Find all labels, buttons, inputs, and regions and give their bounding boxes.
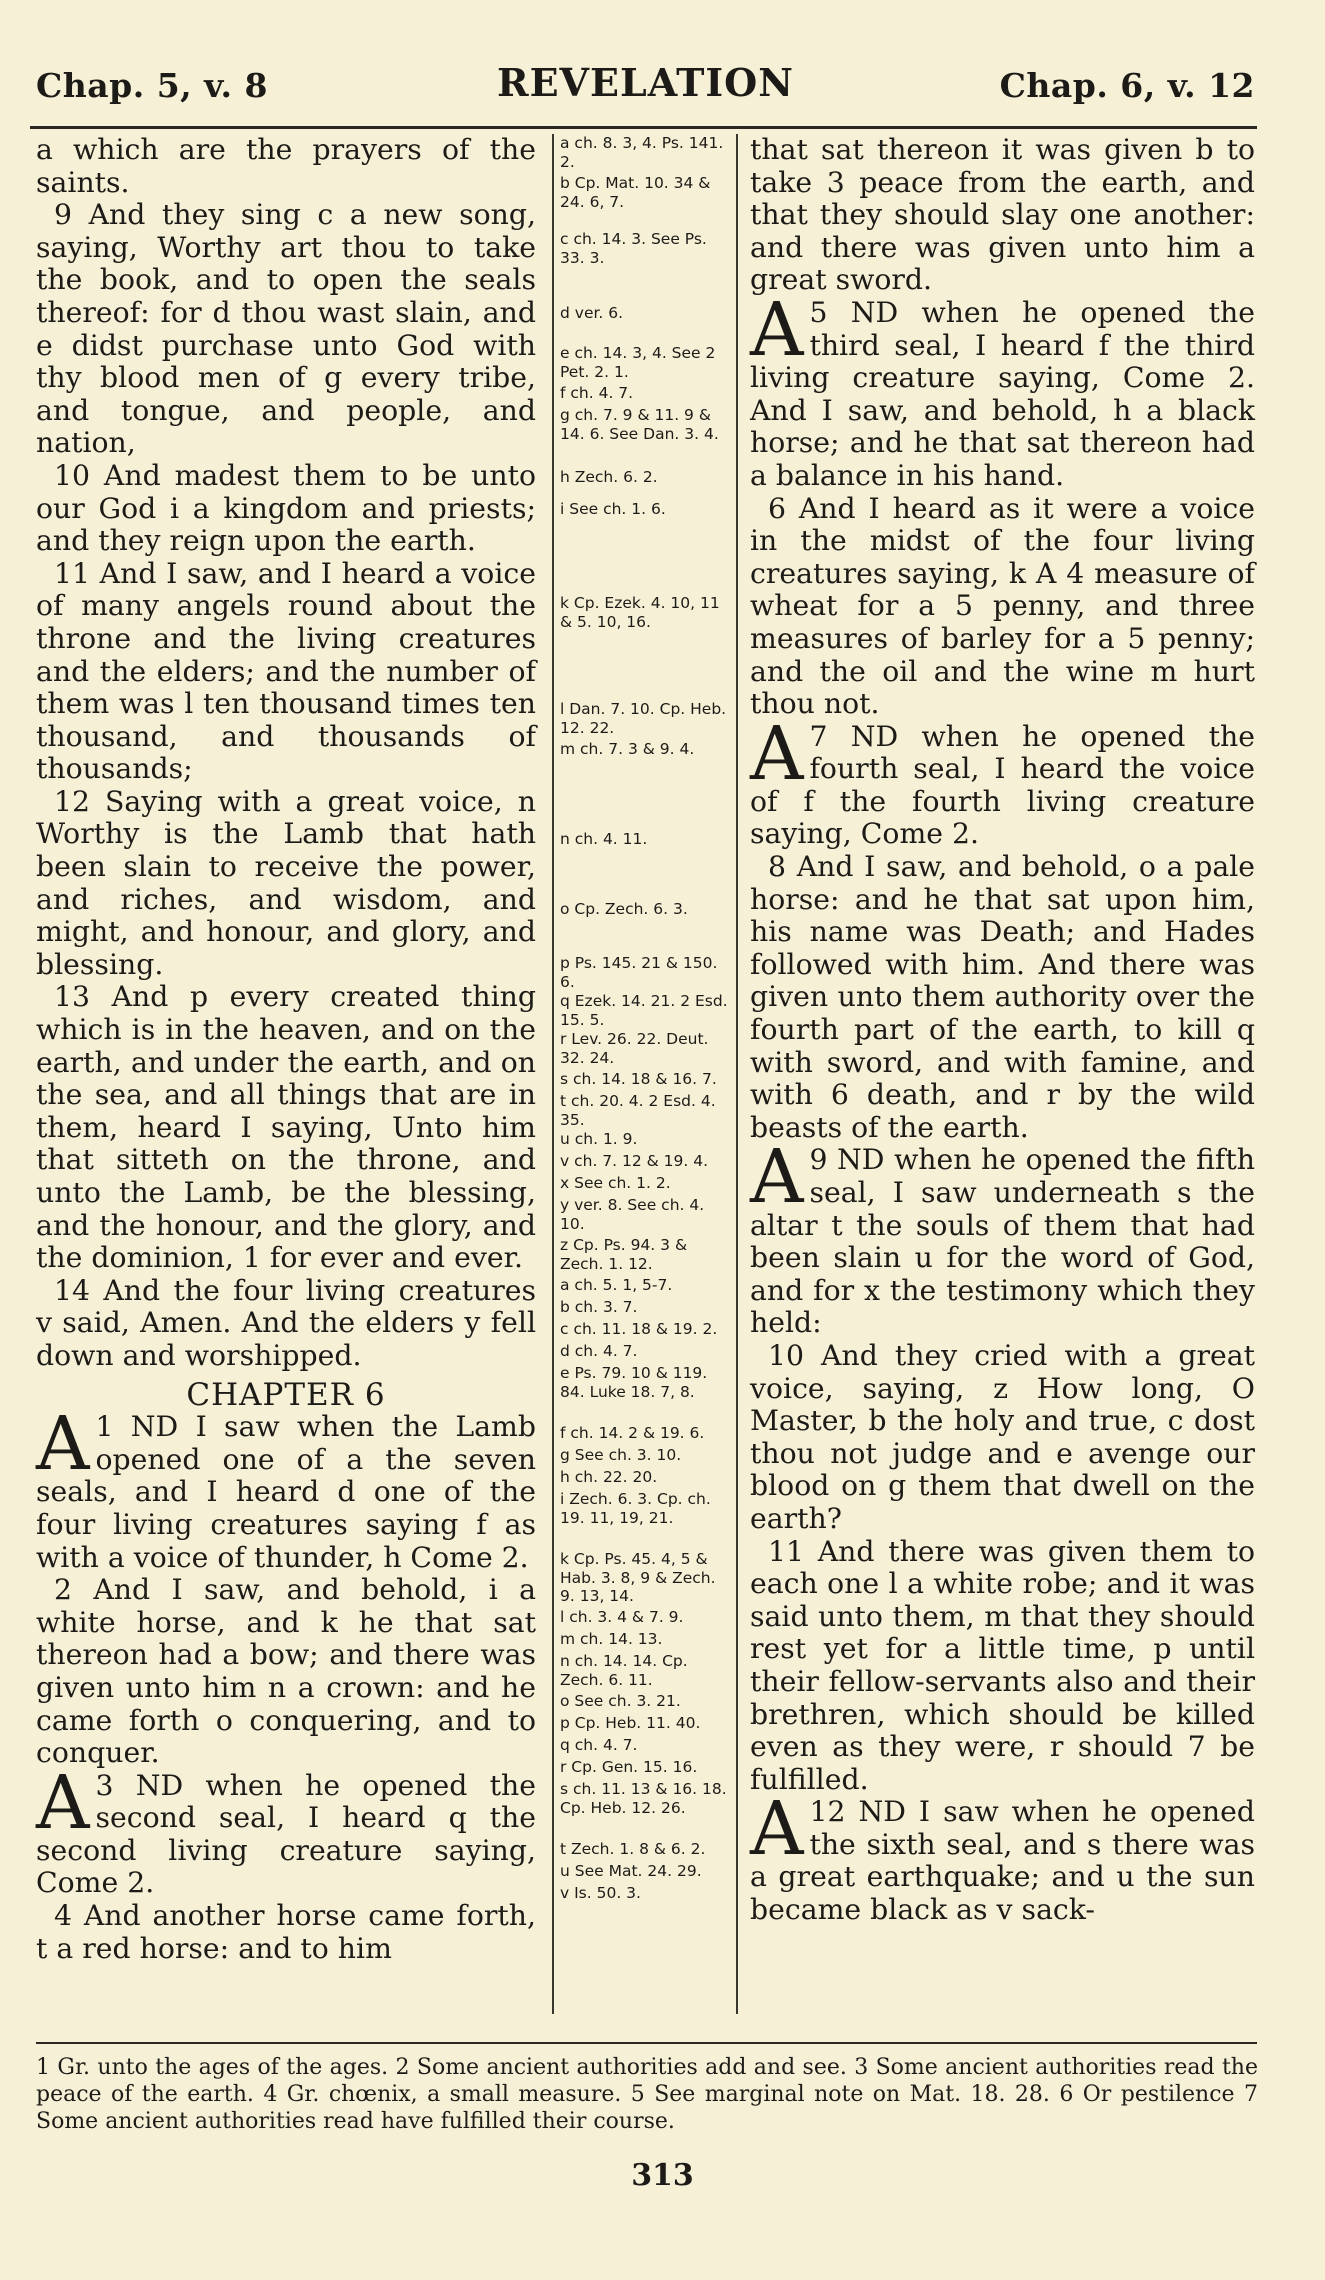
- verse-text: ND I saw when the Lamb opened one of a the seven seals, and I heard d one of the four living creatures saying f as with a voice of thunder, h Come 2.: [36, 1410, 537, 1574]
- marginal-note: q Ezek. 14. 21. 2 Esd. 15. 5.: [560, 992, 728, 1029]
- running-header: [36, 60, 1255, 120]
- marginal-note: t Zech. 1. 8 & 6. 2.: [560, 1840, 706, 1858]
- marginal-note: c ch. 11. 18 & 19. 2.: [560, 1320, 718, 1338]
- marginal-note: t ch. 20. 4. 2 Esd. 4. 35.: [560, 1092, 716, 1129]
- marginal-note: r Lev. 26. 22. Deut. 32. 24.: [560, 1030, 709, 1067]
- verse: a which are the prayers of the saints.: [36, 133, 536, 199]
- verse-number: 3: [95, 1768, 114, 1802]
- verse: 14 And the four living creatures v said, Amen. And the elders y fell down and worshipped.: [36, 1273, 536, 1372]
- header-book-title: REVELATION: [496, 60, 794, 105]
- marginal-note: l Dan. 7. 10. Cp. Heb. 12. 22.: [560, 700, 727, 737]
- marginal-note: r Cp. Gen. 15. 16.: [560, 1758, 698, 1776]
- verse: 12 Saying with a great voice, n Worthy is the Lamb that hath been slain to receive the power, and riches, and wisdom, and might, and honour, and glory, and blessing.: [36, 784, 536, 981]
- verse-number: 12: [809, 1795, 846, 1829]
- verse-with-dropcap: [750, 710, 1255, 851]
- drop-cap: A: [750, 286, 804, 373]
- header-rule: [30, 126, 1257, 129]
- marginal-note: d ver. 6.: [560, 304, 624, 322]
- drop-cap: A: [36, 1401, 90, 1488]
- marginal-note: l ch. 3. 4 & 7. 9.: [560, 1608, 684, 1626]
- verse: 11 And I saw, and I heard a voice of many angels round about the throne and the living creatures and the elders; and the number of them was l ten thousand times ten thousand, and thousands of thousands;: [36, 556, 536, 786]
- marginal-note: c ch. 14. 3. See Ps. 33. 3.: [560, 230, 707, 267]
- verse-with-dropcap: [36, 1759, 536, 1900]
- drop-cap: A: [750, 1134, 804, 1221]
- verse-text: ND when he opened the fifth seal, I saw underneath s the altar t the souls of them that had been slain u for the word of God, and for x the testimony which they held:: [750, 1143, 1255, 1340]
- marginal-note: u ch. 1. 9.: [560, 1130, 638, 1148]
- drop-cap: A: [750, 1786, 804, 1873]
- marginal-note: v Is. 50. 3.: [560, 1884, 641, 1902]
- marginal-note: u See Mat. 24. 29.: [560, 1862, 702, 1880]
- verse-with-dropcap: [750, 1134, 1255, 1340]
- verse-with-dropcap: [750, 1786, 1256, 1927]
- verse: 8 And I saw, and behold, o a pale horse: and he that sat upon him, his name was Death; and Hades followed with him. And there was given unto them authority over the fourth part of the earth, to kill q with sword, and with famine, and with 6 death, and r by the wild beasts of the earth.: [750, 850, 1255, 1144]
- marginal-note: f ch. 14. 2 & 19. 6.: [560, 1424, 705, 1442]
- chapter-heading: CHAPTER 6: [186, 1376, 386, 1413]
- marginal-note: h ch. 22. 20.: [560, 1468, 658, 1486]
- verse: 13 And p every created thing which is in the heaven, and on the earth, and under the earth, and on the sea, and all things that are in them, heard I saying, Unto him that sitteth on the throne, and unto the Lamb, be the blessing, and the honour, and the glory, and the dominion, 1 for ever and ever.: [36, 980, 536, 1275]
- marginal-note: o See ch. 3. 21.: [560, 1692, 681, 1710]
- verse-text: ND when he opened the third seal, I heard f the third living creature saying, Come 2. And I saw, and behold, h a black horse; and he that sat thereon had a balance in his hand.: [750, 295, 1255, 492]
- marginal-note: z Cp. Ps. 94. 3 & Zech. 1. 12.: [560, 1236, 688, 1273]
- verse-with-dropcap: [36, 1401, 537, 1574]
- marginal-note: p Ps. 145. 21 & 150. 6.: [560, 954, 718, 991]
- marginal-note: i Zech. 6. 3. Cp. ch. 19. 11, 19, 21.: [560, 1490, 711, 1527]
- marginal-note: e Ps. 79. 10 & 119. 84. Luke 18. 7, 8.: [560, 1364, 708, 1401]
- right-text-column: [750, 134, 1255, 1927]
- verse-text: ND I saw when he opened the sixth seal, and s there was a great earthquake; and u the sun became black as v sack-: [750, 1795, 1256, 1927]
- footnote-rule: [36, 2042, 1257, 2044]
- left-text-column: [36, 134, 536, 1965]
- verse-number: 5: [809, 295, 828, 329]
- verse-number: 7: [809, 719, 828, 753]
- marginal-note: h Zech. 6. 2.: [560, 468, 658, 486]
- drop-cap: A: [750, 710, 804, 797]
- marginal-note: g See ch. 3. 10.: [560, 1446, 682, 1464]
- marginal-note: m ch. 14. 13.: [560, 1630, 663, 1648]
- verse: 10 And madest them to be unto our God i a kingdom and priests; and they reign upon the earth.: [36, 458, 536, 558]
- verse: 4 And another horse came forth, t a red horse: and to him: [36, 1899, 536, 1965]
- header-chapter-left: Chap. 5, v. 8: [36, 66, 268, 105]
- verse-with-dropcap: [750, 286, 1255, 493]
- marginal-note: b ch. 3. 7.: [560, 1298, 638, 1316]
- marginal-note: n ch. 14. 14. Cp. Zech. 6. 11.: [560, 1652, 688, 1689]
- marginal-note: k Cp. Ps. 45. 4, 5 & Hab. 3. 8, 9 & Zech. 9. 13, 14.: [560, 1550, 716, 1605]
- marginal-note: b Cp. Mat. 10. 34 & 24. 6, 7.: [560, 174, 711, 211]
- marginal-note: n ch. 4. 11.: [560, 830, 648, 848]
- marginal-note: a ch. 5. 1, 5-7.: [560, 1276, 673, 1294]
- drop-cap: A: [36, 1759, 90, 1846]
- marginal-note: y ver. 8. See ch. 4. 10.: [560, 1196, 705, 1233]
- footnotes: 1 Gr. unto the ages of the ages. 2 Some ancient authorities add and see. 3 Some ancient authorities read the peace of the earth. 4 Gr. chœnix, a small measure. 5 See marginal note on Mat. 18. 28. 6 Or pestilence 7 Some ancient authorities read have fulfilled their course.: [36, 2055, 1258, 2134]
- marginal-note: x See ch. 1. 2.: [560, 1174, 671, 1192]
- marginal-note: i See ch. 1. 6.: [560, 500, 666, 518]
- cross-reference-column: [552, 134, 738, 2014]
- marginal-note: q ch. 4. 7.: [560, 1736, 638, 1754]
- verse-number: 9: [809, 1143, 828, 1177]
- verse: 2 And I saw, and behold, i a white horse, and k he that sat thereon had a bow; and there was given unto him n a crown: and he came forth o conquering, and to conquer.: [36, 1573, 536, 1770]
- marginal-note: k Cp. Ezek. 4. 10, 11 & 5. 10, 16.: [560, 594, 720, 631]
- verse: 11 And there was given them to each one l a white robe; and it was said unto them, m that they should rest yet for a little time, p until their fellow-servants also and their brethren, which should be killed even as they were, r should 7 be fulfilled.: [750, 1534, 1255, 1796]
- verse-text: ND when he opened the fourth seal, I heard the voice of f the fourth living creature saying, Come 2.: [750, 719, 1255, 851]
- verse: 6 And I heard as it were a voice in the midst of the four living creatures saying, k A 4 measure of wheat for a 5 penny, and three measures of barley for a 5 penny; and the oil and the wine m hurt thou not.: [750, 491, 1255, 721]
- marginal-note: d ch. 4. 7.: [560, 1342, 638, 1360]
- marginal-note: m ch. 7. 3 & 9. 4.: [560, 740, 695, 758]
- marginal-note: v ch. 7. 12 & 19. 4.: [560, 1152, 709, 1170]
- page-number: 313: [631, 2158, 694, 2193]
- marginal-note: a ch. 8. 3, 4. Ps. 141. 2.: [560, 134, 724, 171]
- verse-number: 1: [95, 1410, 114, 1444]
- marginal-note: s ch. 14. 18 & 16. 7.: [560, 1070, 717, 1088]
- header-chapter-right: Chap. 6, v. 12: [999, 66, 1255, 105]
- marginal-note: s ch. 11. 13 & 16. 18. Cp. Heb. 12. 26.: [560, 1780, 727, 1817]
- verse: that sat thereon it was given b to take 3 peace from the earth, and that they should slay one another: and there was given unto him a great sword.: [750, 133, 1255, 297]
- marginal-note: g ch. 7. 9 & 11. 9 & 14. 6. See Dan. 3. 4.: [560, 406, 719, 443]
- marginal-note: p Cp. Heb. 11. 40.: [560, 1714, 701, 1732]
- verse: 10 And they cried with a great voice, saying, z How long, O Master, b the holy and true, c dost thou not judge and e avenge our blood on g them that dwell on the earth?: [750, 1338, 1255, 1535]
- marginal-note: o Cp. Zech. 6. 3.: [560, 900, 688, 918]
- marginal-note: e ch. 14. 3, 4. See 2 Pet. 2. 1.: [560, 344, 716, 381]
- verse-text: ND when he opened the second seal, I heard q the second living creature saying, Come 2.: [36, 1768, 536, 1900]
- marginal-note: f ch. 4. 7.: [560, 384, 634, 402]
- verse: 9 And they sing c a new song, saying, Worthy art thou to take the book, and to open the seals thereof: for d thou wast slain, and e didst purchase unto God with thy blood men of g every tribe, and tongue, and people, and nation,: [36, 198, 536, 460]
